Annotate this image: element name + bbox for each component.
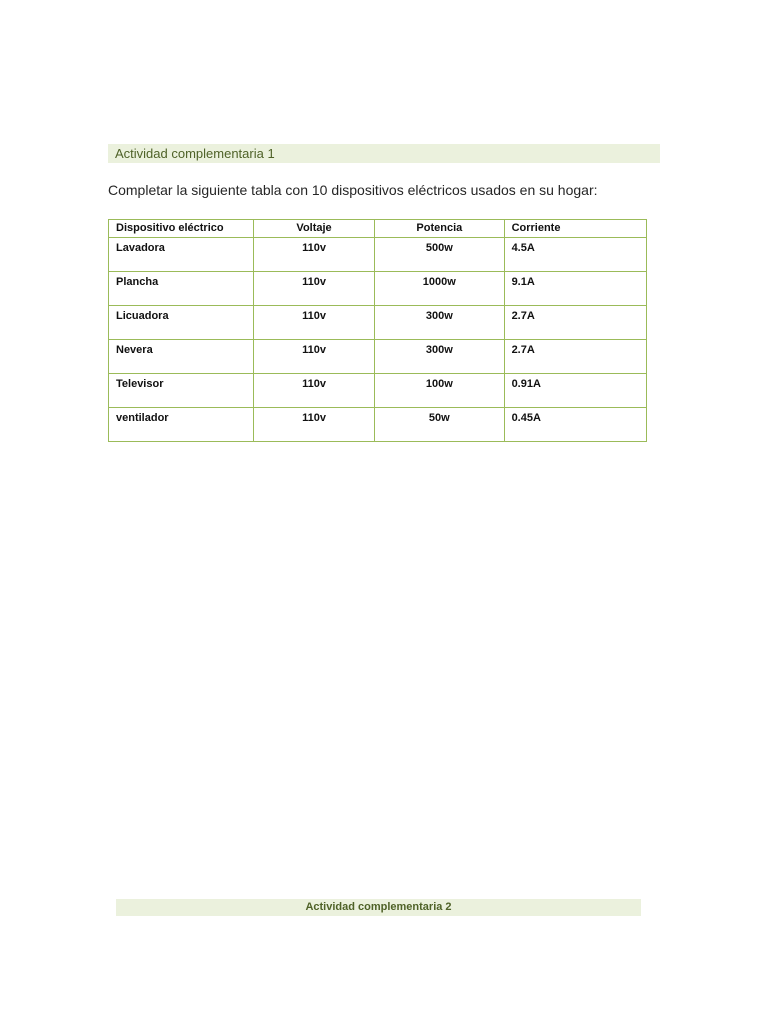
power-cell: 300w <box>375 340 504 374</box>
power-cell: 1000w <box>375 272 504 306</box>
header-current: Corriente <box>504 220 646 238</box>
table-row <box>109 408 647 442</box>
current-cell: 2.7A <box>504 340 646 374</box>
activity-2-heading: Actividad complementaria 2 <box>116 899 641 916</box>
devices-table <box>108 219 647 442</box>
current-cell: 0.91A <box>504 374 646 408</box>
header-power: Potencia <box>375 220 504 238</box>
current-cell: 0.45A <box>504 408 646 442</box>
table-row <box>109 374 647 408</box>
voltage-cell: 110v <box>254 340 375 374</box>
current-cell: 4.5A <box>504 238 646 272</box>
power-cell: 100w <box>375 374 504 408</box>
voltage-cell: 110v <box>254 374 375 408</box>
power-cell: 50w <box>375 408 504 442</box>
current-cell: 9.1A <box>504 272 646 306</box>
table-header-row <box>109 220 647 238</box>
voltage-cell: 110v <box>254 272 375 306</box>
device-cell: Plancha <box>109 272 254 306</box>
instruction-text: Completar la siguiente tabla con 10 dispositivos eléctricos usados en su hogar: <box>108 182 598 198</box>
table-row <box>109 272 647 306</box>
header-voltage: Voltaje <box>254 220 375 238</box>
activity-1-heading: Actividad complementaria 1 <box>108 144 660 163</box>
device-cell: Televisor <box>109 374 254 408</box>
table-row <box>109 306 647 340</box>
device-cell: Licuadora <box>109 306 254 340</box>
device-cell: Nevera <box>109 340 254 374</box>
header-device: Dispositivo eléctrico <box>109 220 254 238</box>
voltage-cell: 110v <box>254 306 375 340</box>
power-cell: 300w <box>375 306 504 340</box>
table-row <box>109 340 647 374</box>
device-cell: Lavadora <box>109 238 254 272</box>
voltage-cell: 110v <box>254 238 375 272</box>
table-row <box>109 238 647 272</box>
current-cell: 2.7A <box>504 306 646 340</box>
voltage-cell: 110v <box>254 408 375 442</box>
power-cell: 500w <box>375 238 504 272</box>
device-cell: ventilador <box>109 408 254 442</box>
